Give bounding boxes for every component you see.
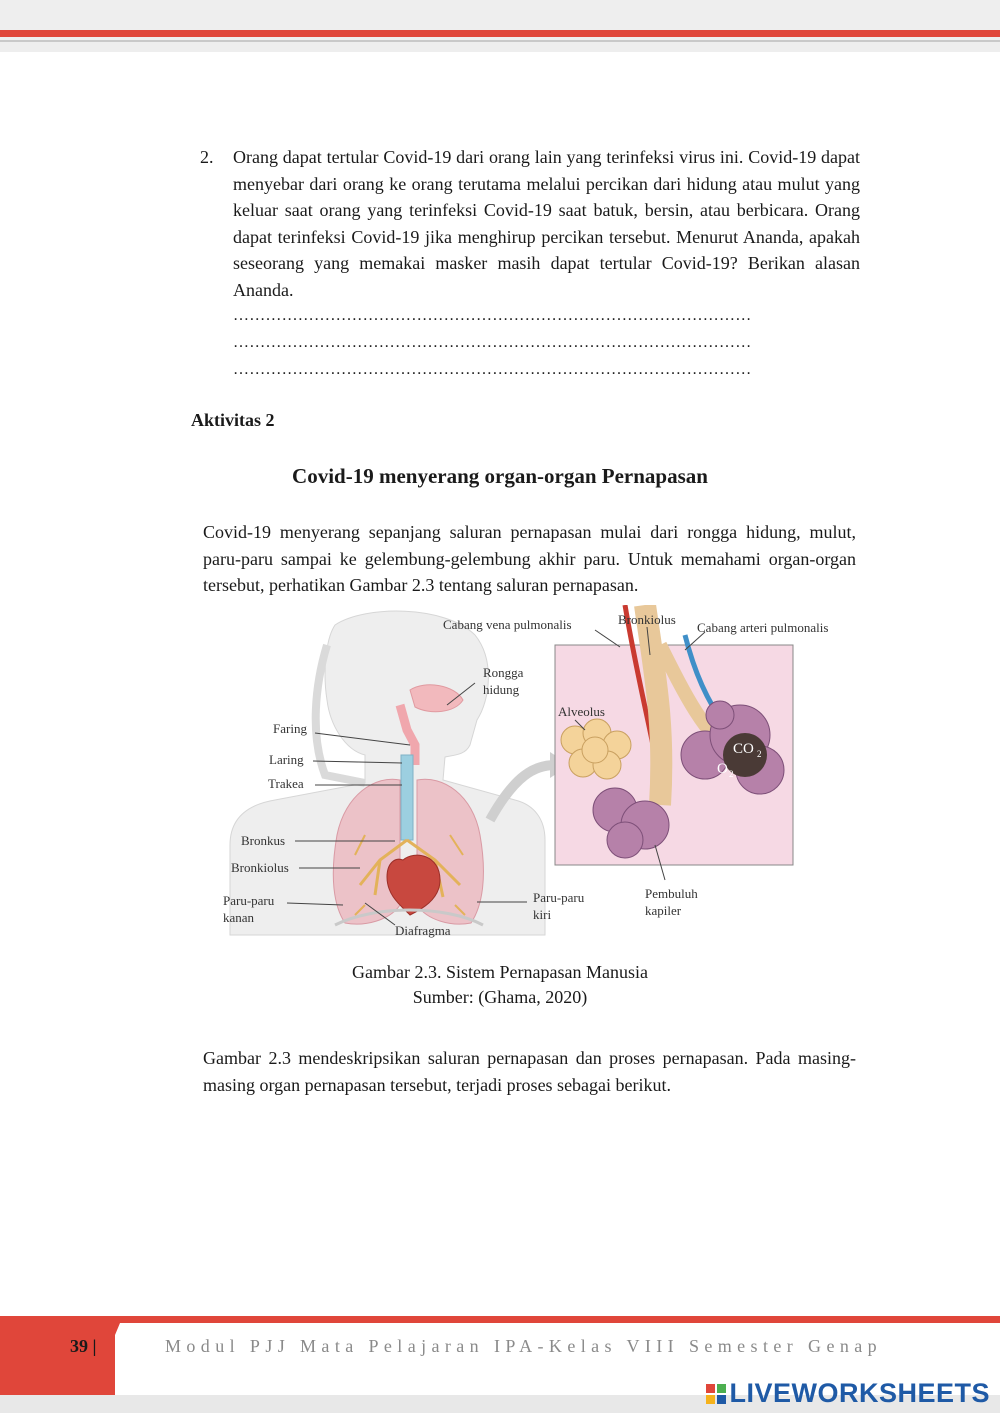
- label-bronkus: Bronkus: [241, 833, 286, 848]
- label-paru-kiri-1: Paru-paru: [533, 890, 585, 905]
- label-co2-sub: 2: [757, 749, 762, 759]
- question-number: 2.: [200, 147, 214, 167]
- figure-source: Sumber: (Ghama, 2020): [412, 987, 588, 1007]
- liveworksheets-brand[interactable]: [706, 1378, 990, 1409]
- intro-paragraph: Covid-19 menyerang sepanjang saluran pernapasan mulai dari rongga hidung, mulut, paru-paru sampai ke gelembung-gelembung akhir paru. Untuk memahami organ-organ tersebut, perhatikan Gambar 2.3 tentang saluran pernapasan.: [203, 522, 856, 595]
- liveworksheets-logo-icon: [706, 1384, 726, 1404]
- closing-paragraph: Gambar 2.3 mendeskripsikan saluran pernapasan dan proses pernapasan. Pada masing-masing organ pernapasan tersebut, terjadi proses sebagai berikut.: [203, 1048, 856, 1095]
- header-accent-line: [0, 30, 1000, 37]
- label-o2: O: [717, 761, 728, 777]
- header-divider: [0, 40, 1000, 42]
- label-cabang-arteri: Cabang arteri pulmonalis: [697, 620, 829, 635]
- label-paru-kanan-2: kanan: [223, 910, 255, 925]
- label-bronkiolus-top: Bronkiolus: [618, 612, 676, 627]
- label-trakea: Trakea: [268, 776, 304, 791]
- answer-line-1[interactable]: ……………………………………………………………………………………: [233, 307, 752, 324]
- label-cabang-vena: Cabang vena pulmonalis: [443, 617, 572, 632]
- label-pembuluh-2: kapiler: [645, 903, 682, 918]
- question-text: Orang dapat tertular Covid-19 dari orang lain yang terinfeksi virus ini. Covid-19 dapat menyebar dari orang ke orang terutama melalui percikan dari hidung atau mulut yang keluar saat orang yang terinfeksi Covid-19 saat batuk, bersin, atau berbicara. Orang dapat terinfeksi Covid-19 jika menghirup percikan tersebut. Menurut Ananda, apakah seseorang yang memakai masker masih dapat tertular Covid-19? Berikan alasan Ananda.: [233, 147, 860, 300]
- label-co2: CO: [733, 741, 754, 757]
- label-alveolus: Alveolus: [558, 704, 605, 719]
- label-o2-sub: 2: [729, 769, 734, 779]
- answer-line-2[interactable]: ……………………………………………………………………………………: [233, 334, 752, 351]
- footer-accent-line: [0, 1316, 1000, 1323]
- header-band: [0, 0, 1000, 52]
- label-paru-kiri-2: kiri: [533, 907, 552, 922]
- label-rongga: Rongga: [483, 665, 524, 680]
- figure-caption: Gambar 2.3. Sistem Pernapasan Manusia: [352, 962, 648, 982]
- label-bronkiolus-left: Bronkiolus: [231, 860, 289, 875]
- respiratory-illustration: [215, 605, 860, 945]
- respiratory-system-figure: [215, 605, 860, 945]
- answer-line-3[interactable]: ……………………………………………………………………………………: [233, 361, 752, 378]
- label-paru-kanan-1: Paru-paru: [223, 893, 275, 908]
- label-pembuluh-1: Pembuluh: [645, 886, 698, 901]
- page-number: 39 |: [70, 1336, 97, 1356]
- section-title: Covid-19 menyerang organ-organ Pernapasan: [292, 464, 708, 488]
- label-hidung: hidung: [483, 682, 520, 697]
- footer-fold: [90, 1323, 120, 1395]
- brand-text: LIVEWORKSHEETS: [729, 1378, 990, 1408]
- section-label: Aktivitas 2: [191, 410, 275, 430]
- module-title: Modul PJJ Mata Pelajaran IPA-Kelas VIII Semester Genap: [165, 1336, 883, 1356]
- question-2: [200, 144, 860, 303]
- label-laring: Laring: [269, 752, 304, 767]
- label-diafragma: Diafragma: [395, 923, 451, 938]
- label-faring: Faring: [273, 721, 307, 736]
